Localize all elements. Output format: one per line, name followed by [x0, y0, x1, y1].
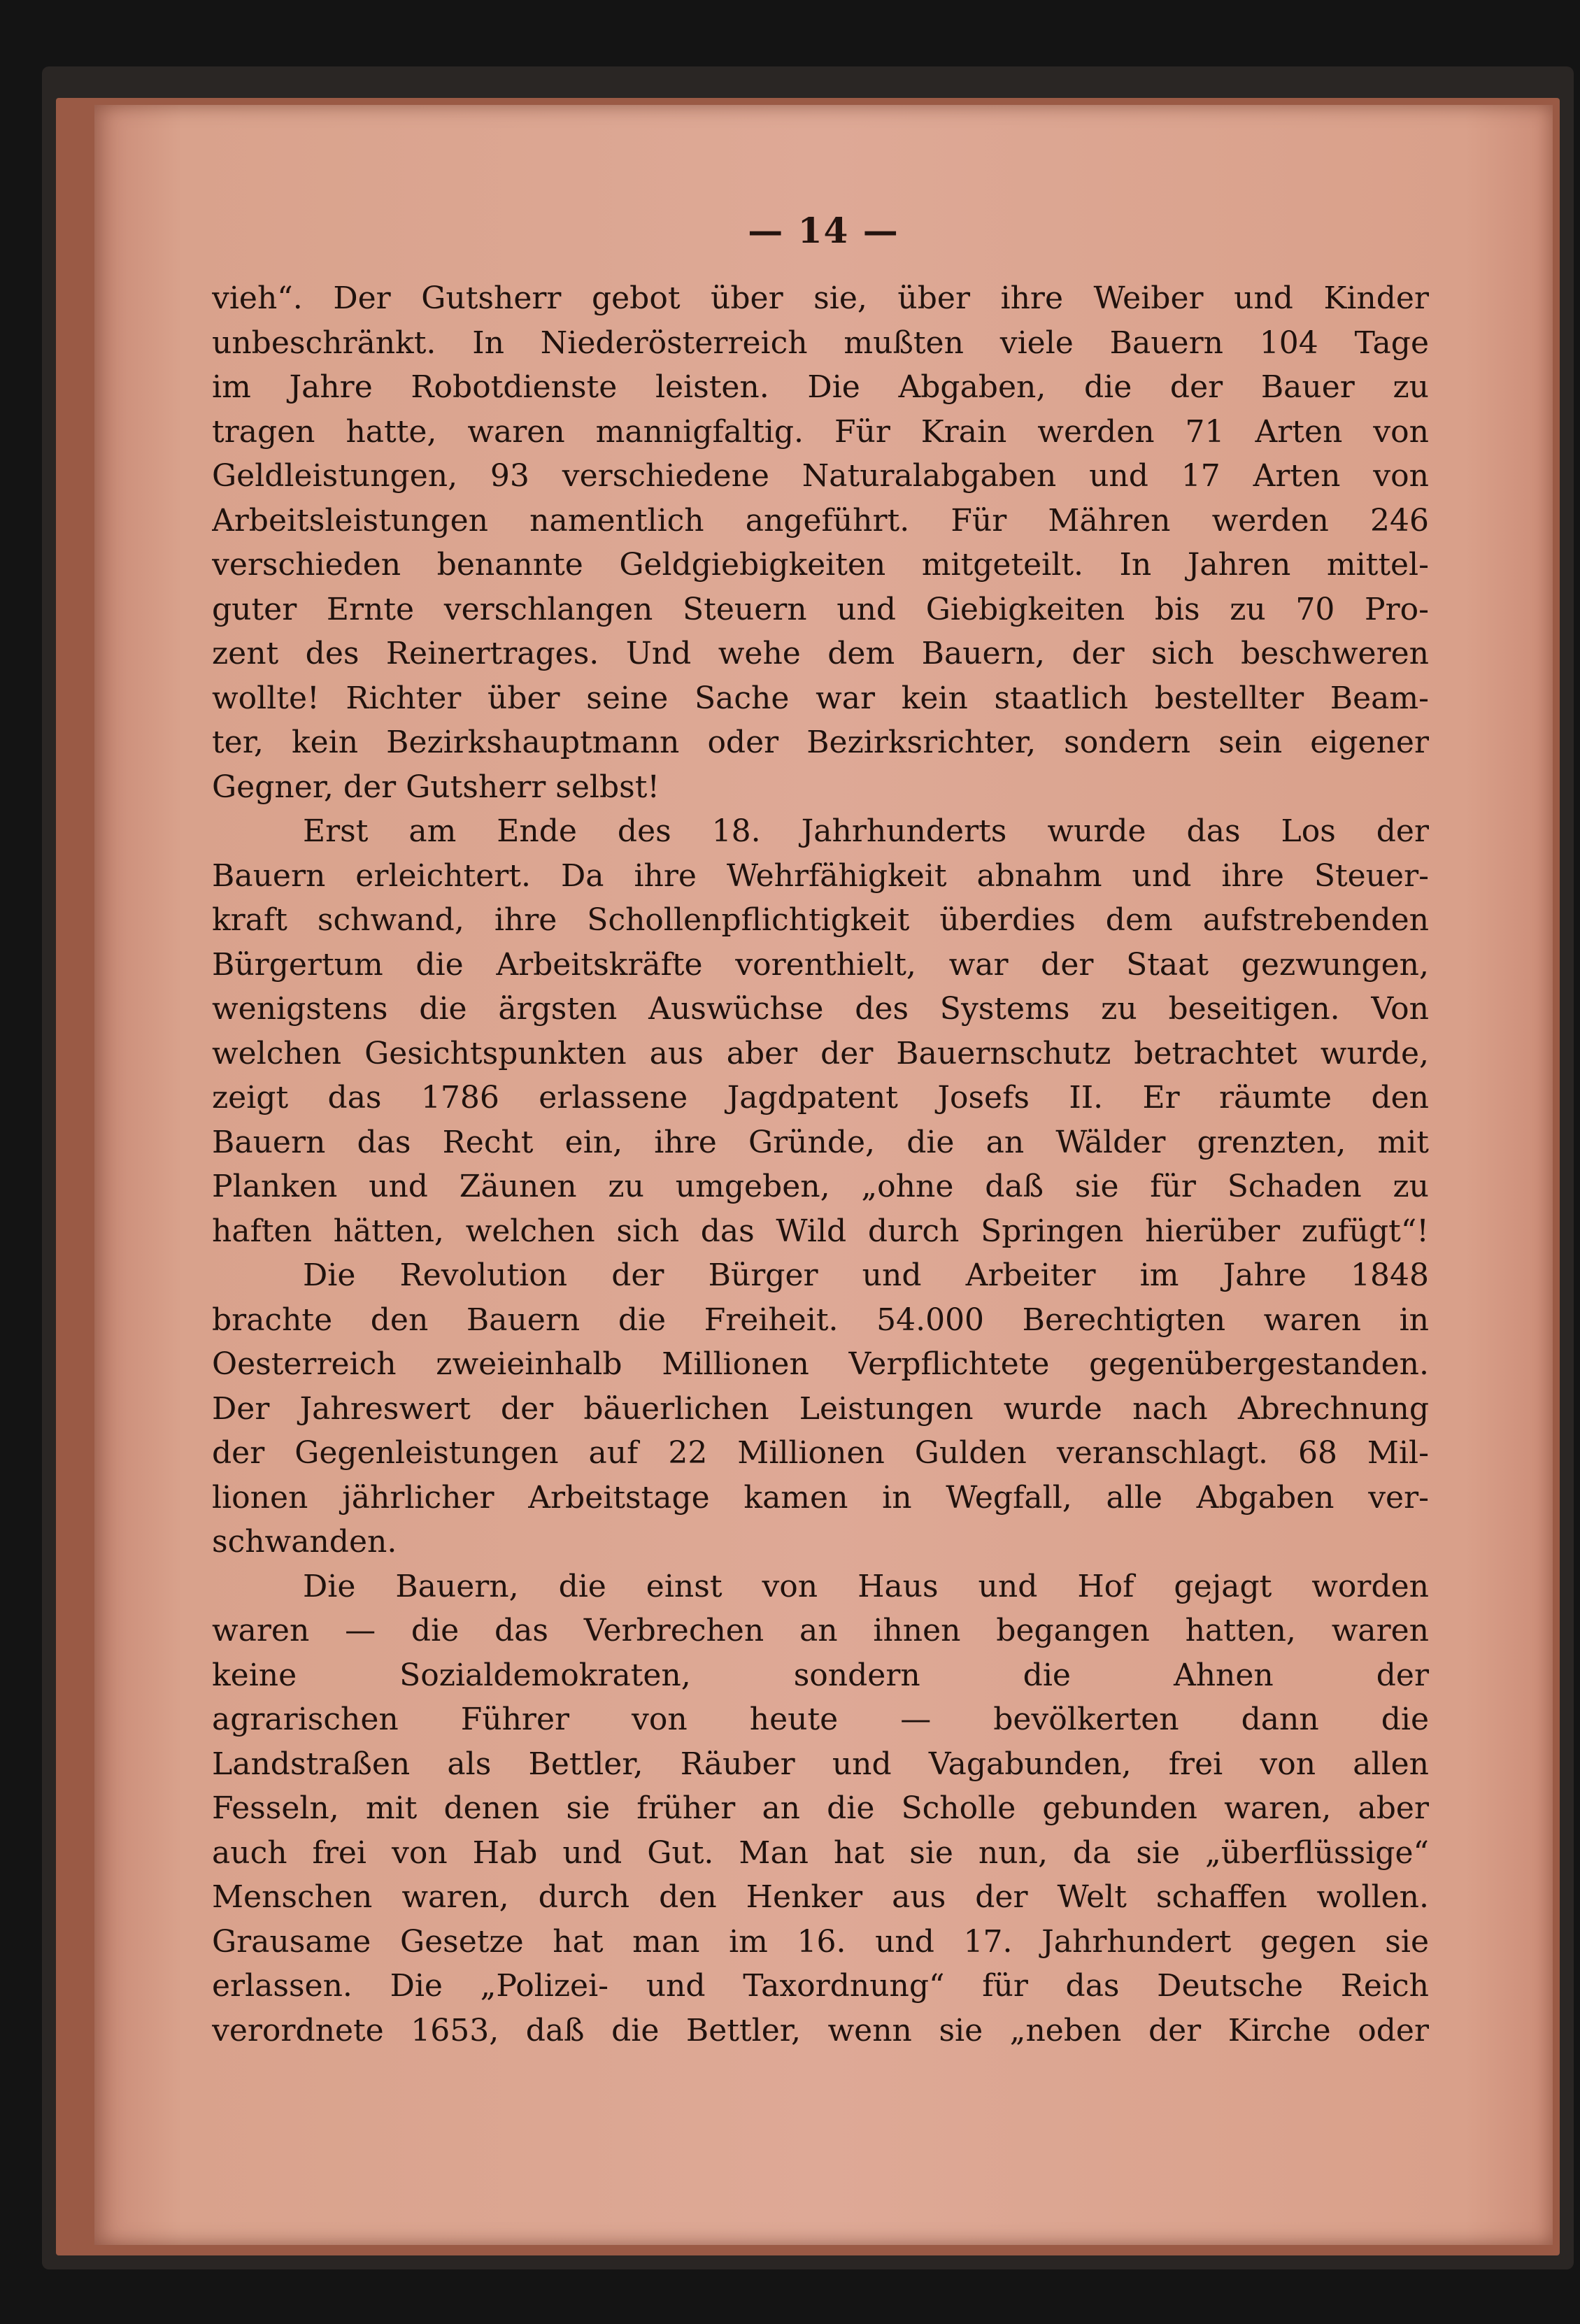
text-line: guter Ernte verschlangen Steuern und Giebigkeiten bis zu 70 Pro-	[212, 591, 1429, 627]
text-line: zeigt das 1786 erlassene Jagdpatent Josefs II. Er räumte den	[212, 1080, 1429, 1115]
text-line: auch frei von Hab und Gut. Man hat sie nun, da sie „überflüssige“	[212, 1834, 1429, 1871]
text-line: ter, kein Bezirkshauptmann oder Bezirksrichter, sondern sein eigener	[212, 725, 1429, 760]
text-line: vieh“. Der Gutsherr gebot über sie, über ihre Weiber und Kinder	[212, 280, 1429, 316]
text-line: tragen hatte, waren mannigfaltig. Für Krain werden 71 Arten von	[212, 413, 1429, 450]
text-line: Geldleistungen, 93 verschiedene Naturalabgaben und 17 Arten von	[212, 458, 1429, 494]
text-line: verordnete 1653, daß die Bettler, wenn sie „neben der Kirche oder	[212, 2012, 1429, 2048]
text-line: agrarischen Führer von heute — bevölkerten dann die	[212, 1702, 1429, 1737]
text-line: erlassen. Die „Polizei- und Taxordnung“ für das Deutsche Reich	[212, 1968, 1429, 2004]
text-line: Die Bauern, die einst von Haus und Hof gejagt worden	[303, 1568, 1429, 1604]
text-line: waren — die das Verbrechen an ihnen begangen hatten, waren	[212, 1613, 1429, 1648]
body-text	[212, 276, 1429, 2053]
text-line: wollte! Richter über seine Sache war kein staatlich bestellter Beam-	[212, 680, 1429, 716]
text-line: Erst am Ende des 18. Jahrhunderts wurde das Los der	[303, 813, 1429, 849]
text-line: welchen Gesichtspunkten aus aber der Bauernschutz betrachtet wurde,	[212, 1035, 1429, 1071]
text-line: keine Sozialdemokraten, sondern die Ahnen der	[212, 1657, 1429, 1693]
text-line: Gegner, der Gutsherr selbst!	[212, 769, 660, 805]
text-line: Planken und Zäunen zu umgeben, „ohne daß sie für Schaden zu	[212, 1169, 1429, 1204]
text-line: der Gegenleistungen auf 22 Millionen Gulden veranschlagt. 68 Mil-	[212, 1435, 1429, 1471]
text-line: kraft schwand, ihre Schollenpflichtigkeit überdies dem aufstrebenden	[212, 902, 1429, 938]
text-line: schwanden.	[212, 1524, 397, 1560]
text-line: Bauern das Recht ein, ihre Gründe, die an Wälder grenzten, mit	[212, 1124, 1429, 1160]
text-line: Fesseln, mit denen sie früher an die Scholle gebunden waren, aber	[212, 1790, 1429, 1826]
text-line: brachte den Bauern die Freiheit. 54.000 Berechtigten waren in	[212, 1302, 1429, 1338]
paragraph-3	[212, 1253, 1429, 1564]
text-line: Landstraßen als Bettler, Räuber und Vagabunden, frei von allen	[212, 1746, 1429, 1782]
text-line: lionen jährlicher Arbeitstage kamen in Wegfall, alle Abgaben ver-	[212, 1479, 1429, 1516]
page-number: — 14 —	[748, 210, 899, 251]
text-line: Grausame Gesetze hat man im 16. und 17. Jahrhundert gegen sie	[212, 1923, 1429, 1960]
text-line: Bauern erleichtert. Da ihre Wehrfähigkeit abnahm und ihre Steuer-	[212, 857, 1429, 894]
text-line: im Jahre Robotdienste leisten. Die Abgaben, die der Bauer zu	[212, 369, 1429, 405]
text-line: Arbeitsleistungen namentlich angeführt. Für Mähren werden 246	[212, 502, 1429, 539]
text-line: unbeschränkt. In Niederösterreich mußten viele Bauern 104 Tage	[212, 325, 1429, 361]
text-line: zent des Reinertrages. Und wehe dem Bauern, der sich beschweren	[212, 636, 1429, 671]
text-line: Der Jahreswert der bäuerlichen Leistungen wurde nach Abrechnung	[212, 1390, 1429, 1427]
text-line: Die Revolution der Bürger und Arbeiter im Jahre 1848	[303, 1257, 1429, 1293]
text-line: Bürgertum die Arbeitskräfte vorenthielt, war der Staat gezwungen,	[212, 946, 1429, 983]
text-line: Oesterreich zweieinhalb Millionen Verpflichtete gegenübergestanden.	[212, 1346, 1429, 1382]
text-line: wenigstens die ärgsten Auswüchse des Systems zu beseitigen. Von	[212, 991, 1429, 1027]
text-line: Menschen waren, durch den Henker aus der Welt schaffen wollen.	[212, 1879, 1429, 1915]
text-line: verschieden benannte Geldgiebigkeiten mitgeteilt. In Jahren mittel-	[212, 547, 1429, 583]
paragraph-4	[212, 1564, 1429, 2053]
book-page	[94, 105, 1553, 2245]
paragraph-2	[212, 809, 1429, 1253]
paragraph-1	[212, 276, 1429, 809]
text-line: haften hätten, welchen sich das Wild durch Springen hierüber zufügt“!	[212, 1213, 1429, 1249]
